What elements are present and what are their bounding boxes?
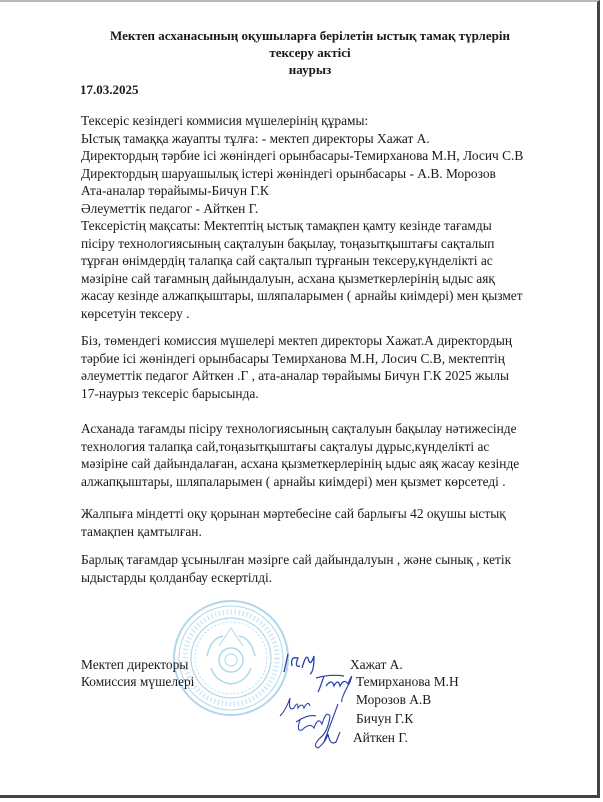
document-title xyxy=(60,27,560,78)
text-line: технология талапқа сай,тоңазытқыштағы сақталуы дұрыс,күнделікті ас xyxy=(81,438,490,454)
text-line: алжапқыштары, шляпаларымен ( арнайы киімдері) мен қызмет көрсетеді . xyxy=(81,473,506,489)
text-line: Біз, төмендегі комиссия мүшелері мектеп директоры Хажат.А директордың xyxy=(81,333,513,348)
text-line: Барлық тағамдар ұсынылған мәзірге сай дайындалуын , және сынық , кетік xyxy=(81,552,512,567)
text-line: Асханада тағамды пісіру технологиясының сақталуын бақылау нәтижесінде xyxy=(81,421,517,436)
text-line: 17-наурыз тексеріс барысында. xyxy=(81,385,259,401)
commission-members-label: Комиссия мүшелері xyxy=(81,674,195,689)
director-label: Мектеп директоры xyxy=(81,657,189,672)
text-line: мәзіріне сай дайындалаған, асхана қызметкерлерінің ыдыс аяқ жасау кезінде xyxy=(81,456,520,471)
document-date: 17.03.2025 xyxy=(80,82,139,97)
text-line: жасау кезінде алжапқыштары, шляпаларымен ( арнайы киімдері) мен қызмет xyxy=(81,288,523,303)
signatory-name: Бичун Г.К xyxy=(356,711,414,726)
title-line-2: тексеру актісі xyxy=(269,45,351,60)
text-line: Әлеуметтік педагог - Айткен Г. xyxy=(81,200,259,216)
text-line: Жалпыға міндетті оқу қорынан мәртебесіне сай барлығы 42 оқушы ыстық xyxy=(81,506,506,521)
text-line: Тексерістің мақсаты: Мектептің ыстық тамақпен қамту кезінде тағамды xyxy=(81,218,492,233)
text-line: Директордың тәрбие ісі жөніндегі орынбасары-Темирханова М.Н, Лосич С.В xyxy=(81,148,524,163)
text-line: мәзіріне сай тағамның дайындалуын, асхана қызметкерлерінің ыдыс аяқ xyxy=(81,270,495,286)
text-line: тәрбие ісі жөніндегі орынбасары Темирханова М.Н, Лосич С.В, мектептің xyxy=(81,350,505,366)
signatory-name: Темирханова М.Н xyxy=(356,674,459,689)
text-line: тамақпен қамтылған. xyxy=(81,523,202,539)
paragraph-student-count xyxy=(81,505,551,540)
text-line: әлеуметтік педагог Айткен .Г , ата-аналар төрайымы Бичун Г.К 2025 жылы xyxy=(81,368,510,383)
paragraph-commission-inspection xyxy=(81,332,551,402)
title-line-1: Мектеп асханасының оқушыларға берілетін ыстық тамақ түрлерін xyxy=(110,28,510,43)
text-line: Ата-аналар төрайымы-Бичун Г.К xyxy=(81,183,269,198)
text-line: пісіру технологиясының сақталуын бақылау, тоңазытқыштағы сақталып xyxy=(81,235,495,251)
text-line: Тексеріс кезіндегі коммисия мүшелерінің құрамы: xyxy=(81,113,369,128)
text-line: Ыстық тамаққа жауапты тұлға: - мектеп директоры Хажат А. xyxy=(81,130,430,146)
signature-bichun-aitken xyxy=(290,702,345,752)
text-line: ыдыстарды қолданбау ескертілді. xyxy=(81,569,273,585)
title-line-3-month: наурыз xyxy=(288,62,332,77)
paragraph-warning xyxy=(81,551,551,586)
signatory-name: Хажат А. xyxy=(350,657,403,672)
text-line: тұрған өнімдердің талапқа сай сақталып тұрғанын тексеру,күнделікті ас xyxy=(81,253,493,268)
text-line: Директордың шаруашылық істері жөніндегі орынбасары - А.В. Морозов xyxy=(81,165,496,181)
signatory-name: Айткен Г. xyxy=(353,730,408,745)
paragraph-inspection-result xyxy=(81,420,551,490)
signatory-name: Морозов А.В xyxy=(356,692,432,707)
commission-composition xyxy=(81,112,551,322)
official-seal-icon xyxy=(171,598,291,718)
text-line: көрсетуін тексеру . xyxy=(81,305,190,321)
